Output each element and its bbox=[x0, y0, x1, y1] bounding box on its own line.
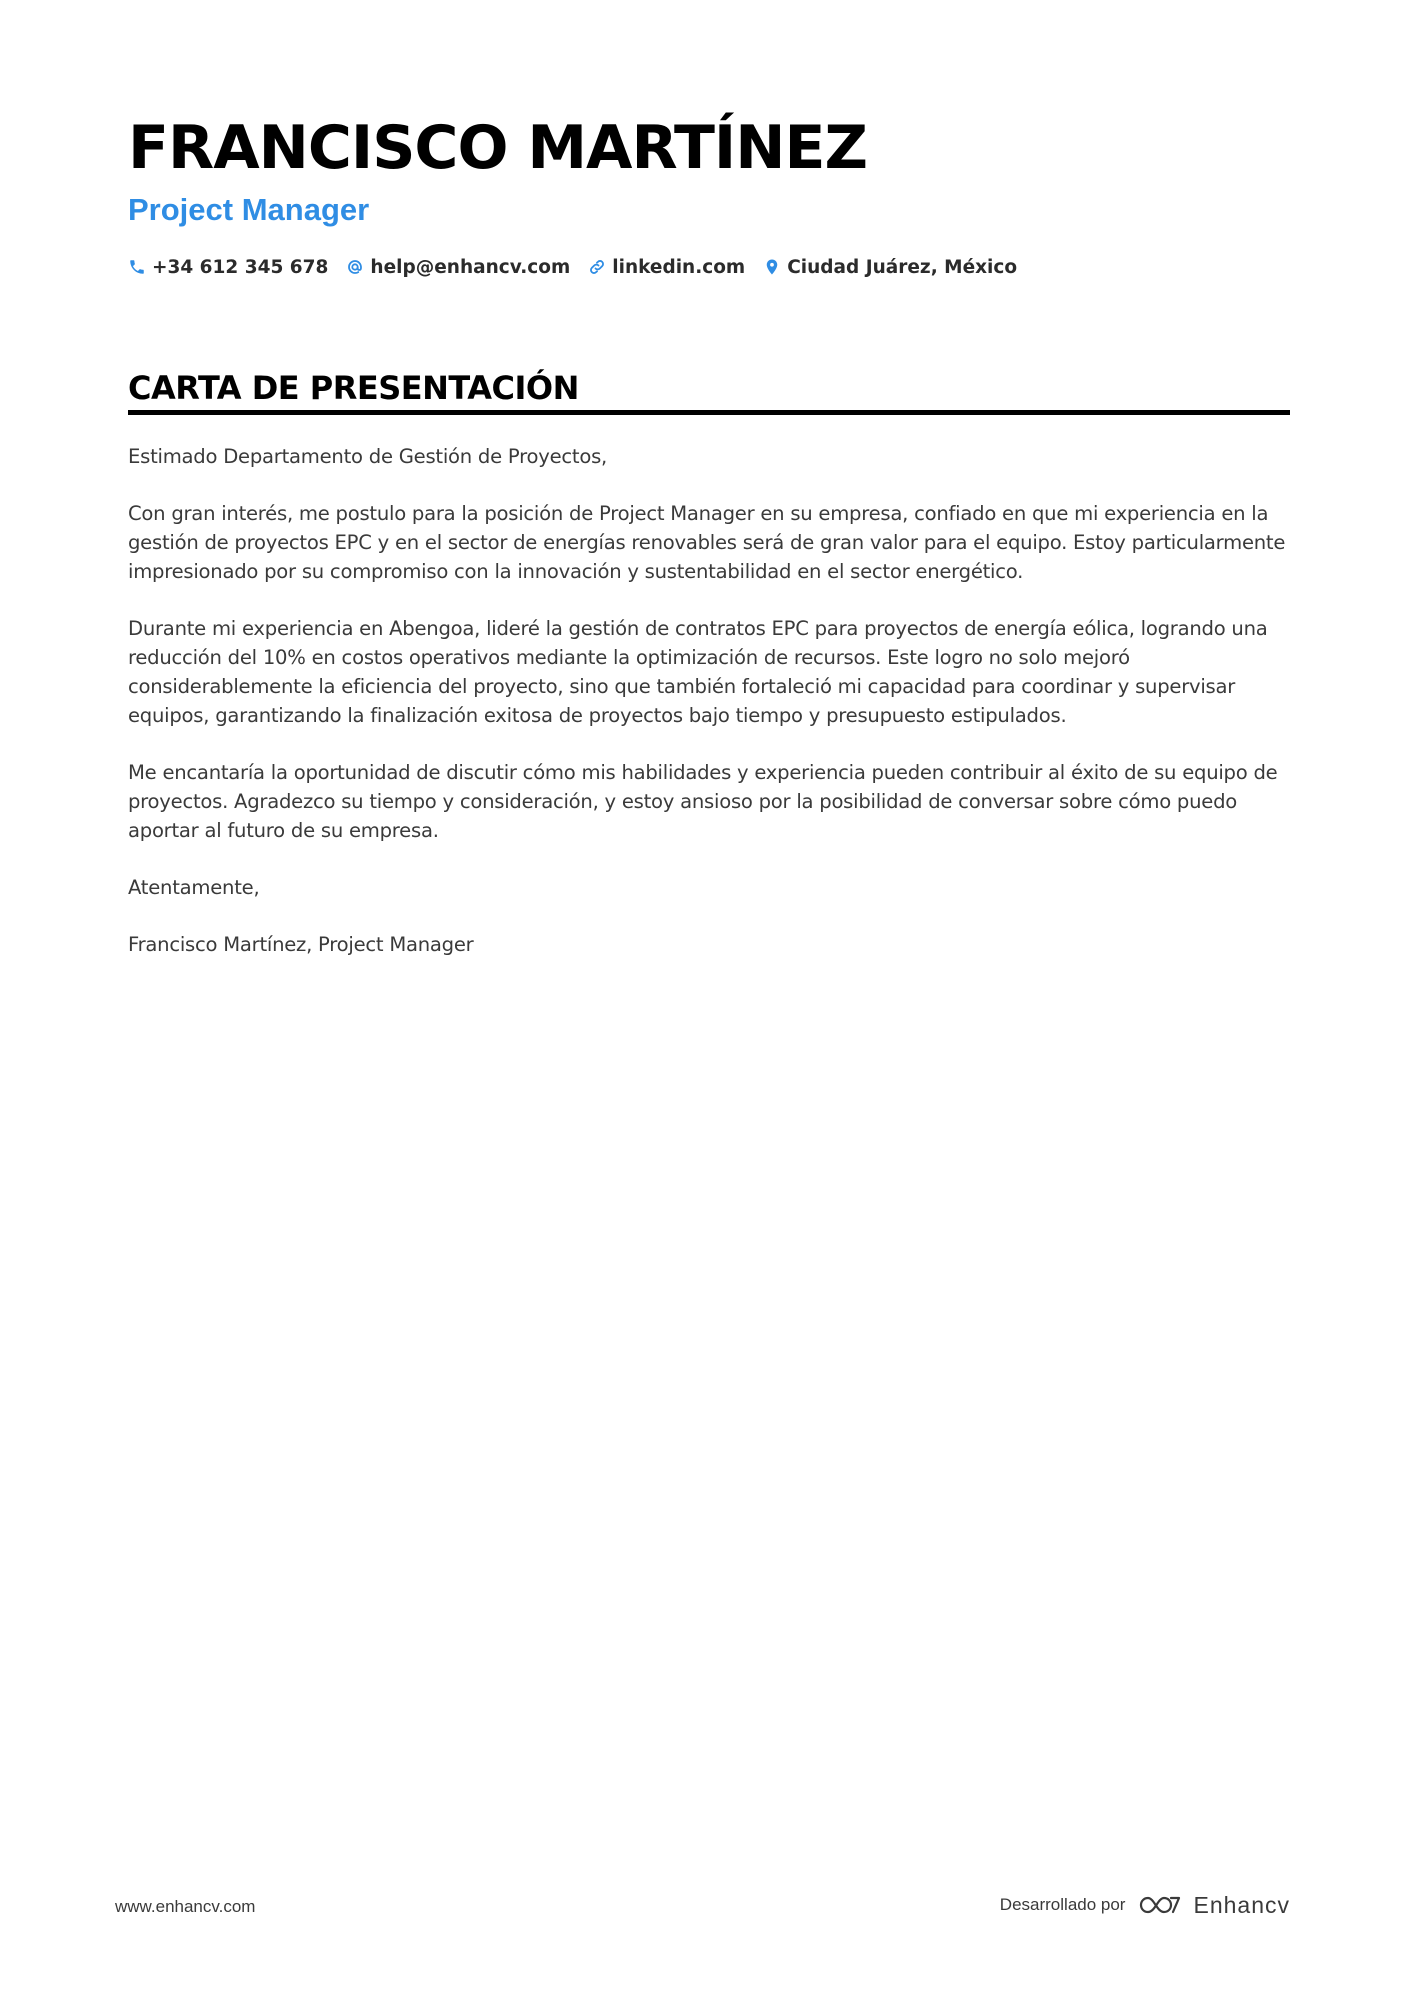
contact-phone-text: +34 612 345 678 bbox=[152, 256, 329, 278]
contact-phone[interactable] bbox=[128, 257, 328, 278]
letter-greeting: Estimado Departamento de Gestión de Proyectos, bbox=[128, 445, 608, 468]
contact-email-text: help@enhancv.com bbox=[370, 256, 571, 278]
developed-by-label: Desarrollado por bbox=[999, 1895, 1126, 1914]
letter-body bbox=[128, 442, 1290, 987]
letter-paragraph: Me encantaría la oportunidad de discutir cómo mis habilidades y experiencia pueden contribuir al éxito de su equipo de proyectos. Agradezco su tiempo y consideración, y estoy ansioso por la posibilidad de conversar sobre cómo puedo aportar al futuro de su empresa. bbox=[128, 761, 1278, 842]
contact-bar bbox=[128, 252, 1035, 282]
enhancv-brand: Enhancv bbox=[1193, 1891, 1290, 1918]
location-pin-icon bbox=[763, 258, 781, 276]
contact-location bbox=[763, 257, 1017, 278]
letter-paragraph: Con gran interés, me postulo para la posición de Project Manager en su empresa, confiado en que mi experiencia en la gestión de proyectos EPC y en el sector de energías renovables será de gran valor para el equipo. Estoy particularmente impresionado por su compromiso con la innovación y sustentabilidad en el sector energético. bbox=[128, 502, 1286, 583]
link-icon bbox=[588, 258, 606, 276]
job-title: Project Manager bbox=[128, 192, 370, 227]
letter-paragraph: Durante mi experiencia en Abengoa, lideré la gestión de contratos EPC para proyectos de energía eólica, logrando una reducción del 10% en costos operativos mediante la optimización de recursos. Este logro no solo mejoró considerablemente la eficiencia del proyecto, sino que también fortaleció mi capacidad para coordinar y supervisar equipos, garantizando la finalización exitosa de proyectos bajo tiempo y presupuesto estipulados. bbox=[128, 617, 1268, 727]
contact-linkedin[interactable] bbox=[588, 257, 745, 278]
letter-closing: Atentamente, bbox=[128, 876, 260, 899]
contact-linkedin-text: linkedin.com bbox=[612, 256, 746, 278]
letter-signature: Francisco Martínez, Project Manager bbox=[128, 933, 474, 956]
at-icon bbox=[346, 258, 364, 276]
section-title: CARTA DE PRESENTACIÓN bbox=[128, 369, 579, 407]
footer-branding[interactable] bbox=[1000, 1888, 1290, 1922]
enhancv-logo-icon bbox=[1137, 1892, 1183, 1918]
contact-email[interactable] bbox=[346, 257, 570, 278]
phone-icon bbox=[128, 258, 146, 276]
footer-website-link[interactable]: www.enhancv.com bbox=[115, 1897, 256, 1916]
contact-location-text: Ciudad Juárez, México bbox=[787, 256, 1018, 278]
candidate-name: FRANCISCO MARTÍNEZ bbox=[128, 113, 867, 183]
section-divider bbox=[128, 410, 1290, 415]
